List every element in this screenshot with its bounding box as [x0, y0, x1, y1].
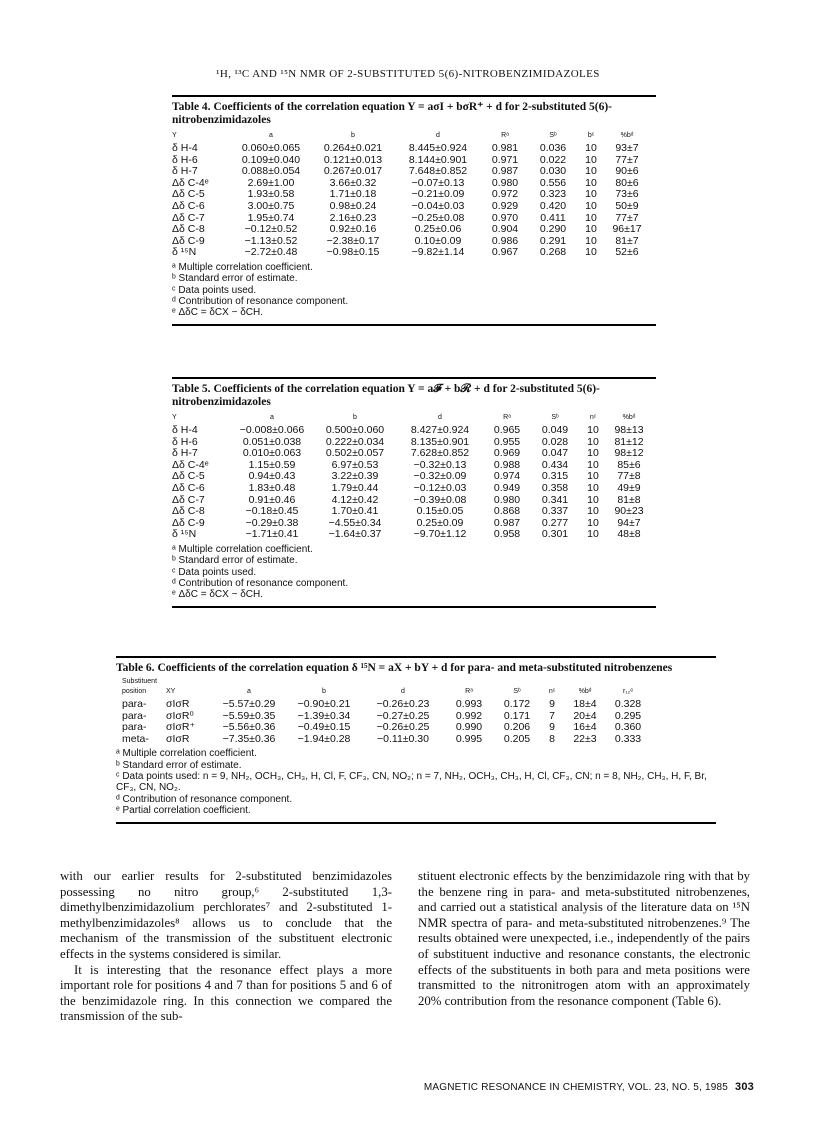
table-row — [172, 224, 648, 236]
table-cell: 10 — [585, 211, 597, 224]
footnote: ᵉ ΔδC = δCX − δCH. — [172, 589, 264, 601]
table-cell: 0.502±0.057 — [325, 447, 385, 460]
table-cell: 0.411 — [540, 211, 566, 224]
table-cell: 0.993 — [455, 698, 483, 710]
table-5 — [172, 377, 656, 608]
table-cell: −1.64±0.37 — [328, 528, 382, 541]
table-cell: 0.060±0.065 — [241, 142, 301, 154]
column-header: b — [351, 132, 355, 139]
table-cell: 0.010±0.063 — [242, 447, 302, 460]
table-cell: 1.71±0.18 — [329, 188, 377, 201]
table-cell: Δδ C-9 — [172, 516, 205, 529]
table-cell: δ H-4 — [172, 424, 198, 436]
table-cell: −0.12±0.52 — [244, 223, 298, 236]
table-cell: δ H-4 — [172, 142, 198, 154]
column-header: nᶜ — [548, 688, 556, 695]
table-cell: 0.323 — [539, 188, 567, 201]
table-row — [172, 213, 648, 225]
table-cell: −0.90±0.21 — [297, 698, 351, 710]
table-cell: 0.434 — [541, 458, 569, 471]
column-header: Rᵃ — [501, 132, 509, 139]
footnote: ᵉ ΔδC = δCX − δCH. — [172, 307, 264, 319]
table-cell: Δδ C-5 — [172, 188, 205, 201]
table-cell: 0.301 — [541, 528, 569, 541]
table-row — [172, 166, 648, 178]
data-table — [122, 686, 650, 745]
table-cell: 0.987 — [493, 516, 521, 529]
table-cell: 0.965 — [493, 424, 521, 436]
table-cell: −2.72±0.48 — [244, 246, 298, 259]
column-header: d — [401, 688, 405, 695]
table-cell: 3.00±0.75 — [247, 199, 295, 212]
table-cell: 94±7 — [617, 516, 641, 529]
table-cell: 0.337 — [541, 505, 569, 518]
table-cell: δ H-6 — [172, 435, 198, 448]
table-cell: 0.91±0.46 — [248, 493, 296, 506]
column-header: position — [122, 688, 147, 695]
table-label: Table 5. — [172, 383, 211, 395]
table-cell: 0.295 — [614, 709, 642, 722]
table-cell: 0.333 — [614, 732, 642, 745]
table-cell: 1.15±0.59 — [248, 458, 296, 471]
page-number: 303 — [735, 1081, 754, 1093]
footnote: ᵉ Partial correlation coefficient. — [116, 804, 251, 816]
table-cell: 3.22±0.39 — [331, 470, 379, 483]
table-6 — [116, 656, 716, 824]
column-header: Y — [172, 414, 177, 421]
table-row — [172, 506, 650, 518]
table-cell: 49±9 — [617, 481, 641, 494]
column-header: %bᵈ — [622, 414, 636, 421]
table-row — [172, 201, 648, 213]
table-cell: −0.25±0.08 — [411, 211, 465, 224]
table-cell: para- — [122, 698, 147, 710]
table-row — [172, 425, 650, 437]
footnote: ᵈ Contribution of resonance component. — [172, 577, 349, 589]
table-cell: −2.38±0.17 — [326, 234, 380, 247]
table-bottom-rule — [172, 324, 656, 326]
table-cell: Δδ C-4ᵉ — [172, 458, 209, 471]
column-header: Rᵃ — [503, 414, 511, 421]
table-cell: Δδ C-7 — [172, 211, 205, 224]
table-cell: 90±6 — [615, 165, 639, 178]
footnote: ᵇ Standard error of estimate. — [172, 273, 298, 285]
table-cell: 10 — [585, 153, 597, 166]
table-cell: Δδ C-7 — [172, 493, 205, 506]
footnote: ᵈ Contribution of resonance component. — [116, 793, 293, 805]
table-cell: 0.987 — [491, 165, 519, 178]
column-header: Y — [172, 132, 177, 139]
table-cell: 8.144±0.901 — [408, 153, 468, 166]
table-cell: 0.051±0.038 — [242, 435, 302, 448]
body-paragraph: It is interesting that the resonance effect plays a more important role for positions 4 and 7 than for positions 5 and 6 of the benzimidazole ring. In this connection we compared the transmission of the sub- — [60, 962, 392, 1024]
column-header: %bᵈ — [578, 688, 592, 695]
table-cell: 0.969 — [493, 447, 521, 460]
data-table — [172, 412, 650, 541]
footnote: ᵃ Multiple correlation coefficient. — [172, 543, 313, 555]
running-head: ¹H, ¹³C AND ¹⁵N NMR OF 2-SUBSTITUTED 5(6)-NITROBENZIMIDAZOLES — [216, 68, 600, 80]
footnote: ᶜ Data points used. — [172, 566, 257, 578]
table-cell: 10 — [587, 447, 599, 460]
table-cell: 90±23 — [614, 505, 644, 518]
table-cell: 50±9 — [615, 199, 639, 212]
table-cell: −0.32±0.09 — [413, 470, 467, 483]
table-cell: 0.988 — [493, 458, 521, 471]
table-cell: 10 — [587, 470, 599, 483]
table-footnotes — [116, 745, 716, 822]
column-header: %bᵈ — [620, 132, 634, 139]
table-title: Coefficients of the correlation equation Y = a𝓕 + bℛ + d for 2-substituted 5(6)-nitrobenzimidazoles — [172, 383, 600, 408]
table-label: Table 4. — [172, 101, 211, 113]
table-cell: 8 — [549, 732, 555, 745]
table-4 — [172, 95, 656, 326]
footnote: ᶜ Data points used: n = 9, NH₂, OCH₃, CH₃, H, Cl, F, CF₃, CN, NO₂; n = 7, NH₂, OCH₃, CH₃, H, Cl, CF₃, CN; n = 8, NH₂, CH₃, H, F, Br, CF₃, CN, NO₂. — [116, 770, 707, 794]
table-cell: δ H-7 — [172, 165, 198, 178]
table-cell: 0.981 — [491, 142, 519, 154]
table-cell: σIσR⁰ — [166, 709, 194, 722]
table-cell: Δδ C-8 — [172, 505, 205, 518]
column-header: Sᵇ — [549, 132, 557, 139]
table-cell: Δδ C-8 — [172, 223, 205, 236]
table-cell: Δδ C-5 — [172, 470, 205, 483]
table-cell: δ H-7 — [172, 447, 198, 460]
column-header: a — [269, 132, 273, 139]
table-cell: 6.97±0.53 — [331, 458, 379, 471]
table-cell: 0.25±0.06 — [414, 223, 462, 236]
table-cell: −1.39±0.34 — [297, 709, 351, 722]
table-cell: 0.974 — [493, 470, 521, 483]
table-cell: 0.341 — [541, 493, 569, 506]
table-cell: −1.71±0.41 — [245, 528, 299, 541]
table-cell: 0.171 — [503, 709, 531, 722]
table-cell: 10 — [585, 176, 597, 189]
table-cell: 0.360 — [614, 721, 642, 734]
page-footer — [424, 1081, 754, 1093]
table-cell: −1.13±0.52 — [244, 234, 298, 247]
table-row — [172, 529, 650, 541]
table-cell: 0.15±0.05 — [416, 505, 464, 518]
table-cell: 0.291 — [539, 234, 567, 247]
table-cell: σIσR — [166, 732, 190, 745]
table-footnotes — [172, 259, 656, 324]
table-label: Table 6. — [116, 662, 155, 674]
table-cell: 0.98±0.24 — [329, 199, 377, 212]
column-header: Rᵃ — [465, 688, 473, 695]
table-row — [122, 734, 650, 746]
table-caption — [172, 97, 656, 130]
table-row — [172, 483, 650, 495]
table-cell: meta- — [122, 732, 149, 745]
table-cell: 0.222±0.034 — [325, 435, 385, 448]
table-cell: −0.98±0.15 — [326, 246, 380, 259]
table-cell: 0.420 — [539, 199, 567, 212]
table-row — [172, 448, 650, 460]
table-cell: 10 — [587, 516, 599, 529]
table-cell: 0.205 — [503, 732, 531, 745]
table-cell: para- — [122, 709, 147, 722]
table-cell: δ ¹⁵N — [172, 528, 197, 541]
table-cell: 0.328 — [614, 698, 642, 710]
table-cell: 0.929 — [491, 199, 519, 212]
table-cell: 1.95±0.74 — [247, 211, 295, 224]
table-cell: 7.648±0.852 — [408, 165, 468, 178]
table-cell: 98±12 — [614, 447, 644, 460]
table-cell: 10 — [587, 493, 599, 506]
table-cell: 0.992 — [455, 709, 483, 722]
table-row — [172, 189, 648, 201]
table-cell: 0.267±0.017 — [323, 165, 383, 178]
table-cell: −9.70±1.12 — [413, 528, 467, 541]
footnote: ᵃ Multiple correlation coefficient. — [172, 261, 313, 273]
journal-citation: MAGNETIC RESONANCE IN CHEMISTRY, VOL. 23, NO. 5, 1985 — [423, 1082, 729, 1093]
footnote: ᵇ Standard error of estimate. — [172, 555, 298, 567]
table-cell: 0.971 — [491, 153, 519, 166]
table-cell: −0.26±0.25 — [376, 721, 430, 734]
table-bottom-rule — [116, 822, 716, 824]
table-cell: 0.268 — [539, 246, 567, 259]
table-cell: −0.07±0.13 — [411, 176, 465, 189]
table-cell: Δδ C-9 — [172, 234, 205, 247]
table-title: Coefficients of the correlation equation Y = aσI + bσR⁺ + d for 2-substituted 5(6)-nitrobenzimidazoles — [172, 101, 612, 126]
table-cell: 4.12±0.42 — [331, 493, 379, 506]
table-cell: 85±6 — [617, 458, 641, 471]
body-paragraph: with our earlier results for 2-substituted benzimidazoles possessing no nitro group,⁶ 2-substituted 1,3-dimethylbenzimidazolium perchlorates⁷ and 2-substituted 1-methylbenzimidazoles⁸ allows us to conclude that the mechanism of the transmission of the substituent electronic effects in the systems considered is similar. — [60, 869, 392, 961]
column-header: b — [322, 688, 326, 695]
table-cell: 20±4 — [573, 709, 597, 722]
table-cell: 0.995 — [455, 732, 483, 745]
table-row — [122, 699, 650, 711]
table-row — [172, 178, 648, 190]
table-cell: 10 — [585, 188, 597, 201]
table-cell: 98±13 — [614, 424, 644, 436]
table-cell: −0.04±0.03 — [411, 199, 465, 212]
table-cell: 3.66±0.32 — [329, 176, 377, 189]
table-cell: 81±7 — [615, 234, 639, 247]
table-cell: 0.315 — [541, 470, 569, 483]
column-header: Sᵇ — [513, 688, 521, 695]
table-cell: 10 — [585, 246, 597, 259]
table-cell: 77±8 — [617, 470, 641, 483]
table-cell: −5.59±0.35 — [222, 709, 276, 722]
column-header: a — [247, 688, 251, 695]
table-cell: σIσR⁺ — [166, 721, 196, 734]
table-cell: 18±4 — [573, 698, 597, 710]
table-cell: −1.94±0.28 — [297, 732, 351, 745]
table-cell: 0.022 — [539, 153, 567, 166]
column-header: bᶜ — [587, 132, 595, 139]
table-cell: Δδ C-4ᵉ — [172, 176, 209, 189]
table-cell: 9 — [549, 698, 555, 710]
table-cell: −0.49±0.15 — [297, 721, 351, 734]
table-cell: −4.55±0.34 — [328, 516, 382, 529]
table-cell: 0.955 — [493, 435, 521, 448]
table-cell: 0.904 — [491, 223, 519, 236]
table-cell: 77±7 — [615, 211, 639, 224]
table-cell: 10 — [585, 142, 597, 154]
table-cell: −0.26±0.23 — [376, 698, 430, 710]
table-row — [172, 143, 648, 155]
table-cell: 0.967 — [491, 246, 519, 259]
table-cell: 0.500±0.060 — [325, 424, 385, 436]
table-cell: 0.109±0.040 — [241, 153, 301, 166]
table-cell: 0.980 — [491, 176, 519, 189]
table-cell: −0.32±0.13 — [413, 458, 467, 471]
table-cell: 9 — [549, 721, 555, 734]
table-cell: 0.172 — [503, 698, 531, 710]
table-cell: 0.206 — [503, 721, 531, 734]
table-cell: 22±3 — [573, 732, 597, 745]
column-header: a — [270, 414, 274, 421]
footnote: ᵈ Contribution of resonance component. — [172, 295, 349, 307]
table-cell: para- — [122, 721, 147, 734]
table-cell: 0.030 — [539, 165, 567, 178]
table-row — [172, 460, 650, 472]
table-cell: 0.264±0.021 — [323, 142, 383, 154]
table-row — [172, 518, 650, 530]
table-cell: 80±6 — [615, 176, 639, 189]
column-header: Sᵇ — [551, 414, 559, 421]
table-cell: Δδ C-6 — [172, 481, 205, 494]
table-cell: 0.92±0.16 — [329, 223, 377, 236]
table-cell: 0.94±0.43 — [248, 470, 296, 483]
table-cell: −0.12±0.03 — [413, 481, 467, 494]
table-cell: −5.56±0.36 — [222, 721, 276, 734]
table-cell: 10 — [587, 528, 599, 541]
table-cell: δ H-6 — [172, 153, 198, 166]
column-header: d — [436, 132, 440, 139]
table-cell: 10 — [587, 458, 599, 471]
table-cell: 93±7 — [615, 142, 639, 154]
table-row — [172, 236, 648, 248]
footnote: ᵇ Standard error of estimate. — [116, 759, 242, 771]
table-cell: 96±17 — [612, 223, 642, 236]
table-cell: 0.868 — [493, 505, 521, 518]
table-cell: 1.83±0.48 — [248, 481, 296, 494]
table-cell: 0.990 — [455, 721, 483, 734]
table-cell: −5.57±0.29 — [222, 698, 276, 710]
table-cell: 7 — [549, 709, 555, 722]
table-row — [172, 471, 650, 483]
table-cell: Δδ C-6 — [172, 199, 205, 212]
table-cell: 0.036 — [539, 142, 567, 154]
column-header: r₁₂ᵉ — [622, 688, 633, 695]
body-paragraph: stituent electronic effects by the benzimidazole ring with that by the benzene ring in para- and meta-substituted nitrobenzenes, and carried out a statistical analysis of the literature data on ¹⁵N NMR spectra of para- and meta-substituted nitrobenzenes.⁹ The results obtained were unexpected, i.e., independently of the pairs of substituent inductive and resonance constants, the electronic effects of the substituents in both para and meta positions were transmitted to the nitronitrogen atom with an approximately 20% contribution from the resonance component (Table 6). — [418, 869, 750, 1008]
data-table — [172, 130, 648, 259]
table-cell: 8.135±0.901 — [410, 435, 470, 448]
table-cell: 0.277 — [541, 516, 569, 529]
table-header-group: Substituent — [122, 678, 158, 685]
table-cell: −0.29±0.38 — [245, 516, 299, 529]
table-cell: 10 — [587, 424, 599, 436]
table-caption — [172, 379, 656, 412]
table-cell: 0.970 — [491, 211, 519, 224]
table-cell: −9.82±1.14 — [411, 246, 465, 259]
column-header: d — [438, 414, 442, 421]
table-cell: 0.028 — [541, 435, 569, 448]
table-row — [172, 495, 650, 507]
table-cell: 10 — [585, 165, 597, 178]
table-cell: 52±6 — [615, 246, 639, 259]
table-cell: −7.35±0.36 — [222, 732, 276, 745]
table-cell: 0.556 — [539, 176, 567, 189]
table-cell: 10 — [585, 223, 597, 236]
table-cell: 0.986 — [491, 234, 519, 247]
table-caption — [116, 658, 716, 678]
table-cell: δ ¹⁵N — [172, 246, 197, 259]
table-cell: 1.93±0.58 — [247, 188, 295, 201]
column-header: nᶜ — [589, 414, 597, 421]
table-cell: 0.25±0.09 — [416, 516, 464, 529]
table-cell: −0.11±0.30 — [377, 732, 429, 745]
table-cell: 0.049 — [541, 424, 569, 436]
table-cell: −0.39±0.08 — [413, 493, 467, 506]
table-cell: 48±8 — [617, 528, 641, 541]
table-cell: 77±7 — [615, 153, 639, 166]
table-cell: σIσR — [166, 698, 190, 710]
table-cell: −0.18±0.45 — [245, 505, 299, 518]
table-cell: 10 — [587, 481, 599, 494]
table-cell: 81±12 — [614, 435, 644, 448]
table-cell: 0.958 — [493, 528, 521, 541]
table-cell: 2.16±0.23 — [329, 211, 377, 224]
table-cell: 73±6 — [615, 188, 639, 201]
body-column-left — [60, 869, 392, 1025]
table-cell: −0.008±0.066 — [239, 424, 305, 436]
table-cell: 8.427±0.924 — [410, 424, 470, 436]
table-cell: 8.445±0.924 — [408, 142, 468, 154]
table-cell: 2.69±1.00 — [247, 176, 295, 189]
table-cell: −0.27±0.25 — [376, 709, 430, 722]
table-cell: 0.980 — [493, 493, 521, 506]
table-cell: 10 — [587, 435, 599, 448]
table-cell: 0.088±0.054 — [241, 165, 301, 178]
footnote: ᵃ Multiple correlation coefficient. — [116, 748, 257, 760]
table-cell: 1.70±0.41 — [331, 505, 379, 518]
column-header: b — [353, 414, 357, 421]
table-footnotes — [172, 541, 656, 606]
table-cell: 10 — [587, 505, 599, 518]
table-cell: 81±8 — [617, 493, 641, 506]
table-bottom-rule — [172, 606, 656, 608]
table-cell: 0.290 — [539, 223, 567, 236]
table-cell: 0.972 — [491, 188, 519, 201]
table-cell: 0.121±0.013 — [323, 153, 383, 166]
table-cell: 7.628±0.852 — [410, 447, 470, 460]
table-title: Coefficients of the correlation equation δ ¹⁵N = aX + bY + d for para- and meta-substituted nitrobenzenes — [157, 662, 673, 674]
table-cell: 10 — [585, 234, 597, 247]
table-cell: 0.10±0.09 — [414, 234, 462, 247]
table-cell: −0.21±0.09 — [411, 188, 465, 201]
column-header: XY — [166, 688, 176, 695]
table-cell: 0.047 — [541, 447, 569, 460]
table-cell: 1.79±0.44 — [331, 481, 379, 494]
footnote: ᶜ Data points used. — [172, 284, 257, 296]
table-row — [172, 247, 648, 259]
table-cell: 0.949 — [493, 481, 521, 494]
table-cell: 0.358 — [541, 481, 569, 494]
table-cell: 16±4 — [573, 721, 597, 734]
body-column-right — [418, 869, 750, 1009]
table-cell: 10 — [585, 199, 597, 212]
